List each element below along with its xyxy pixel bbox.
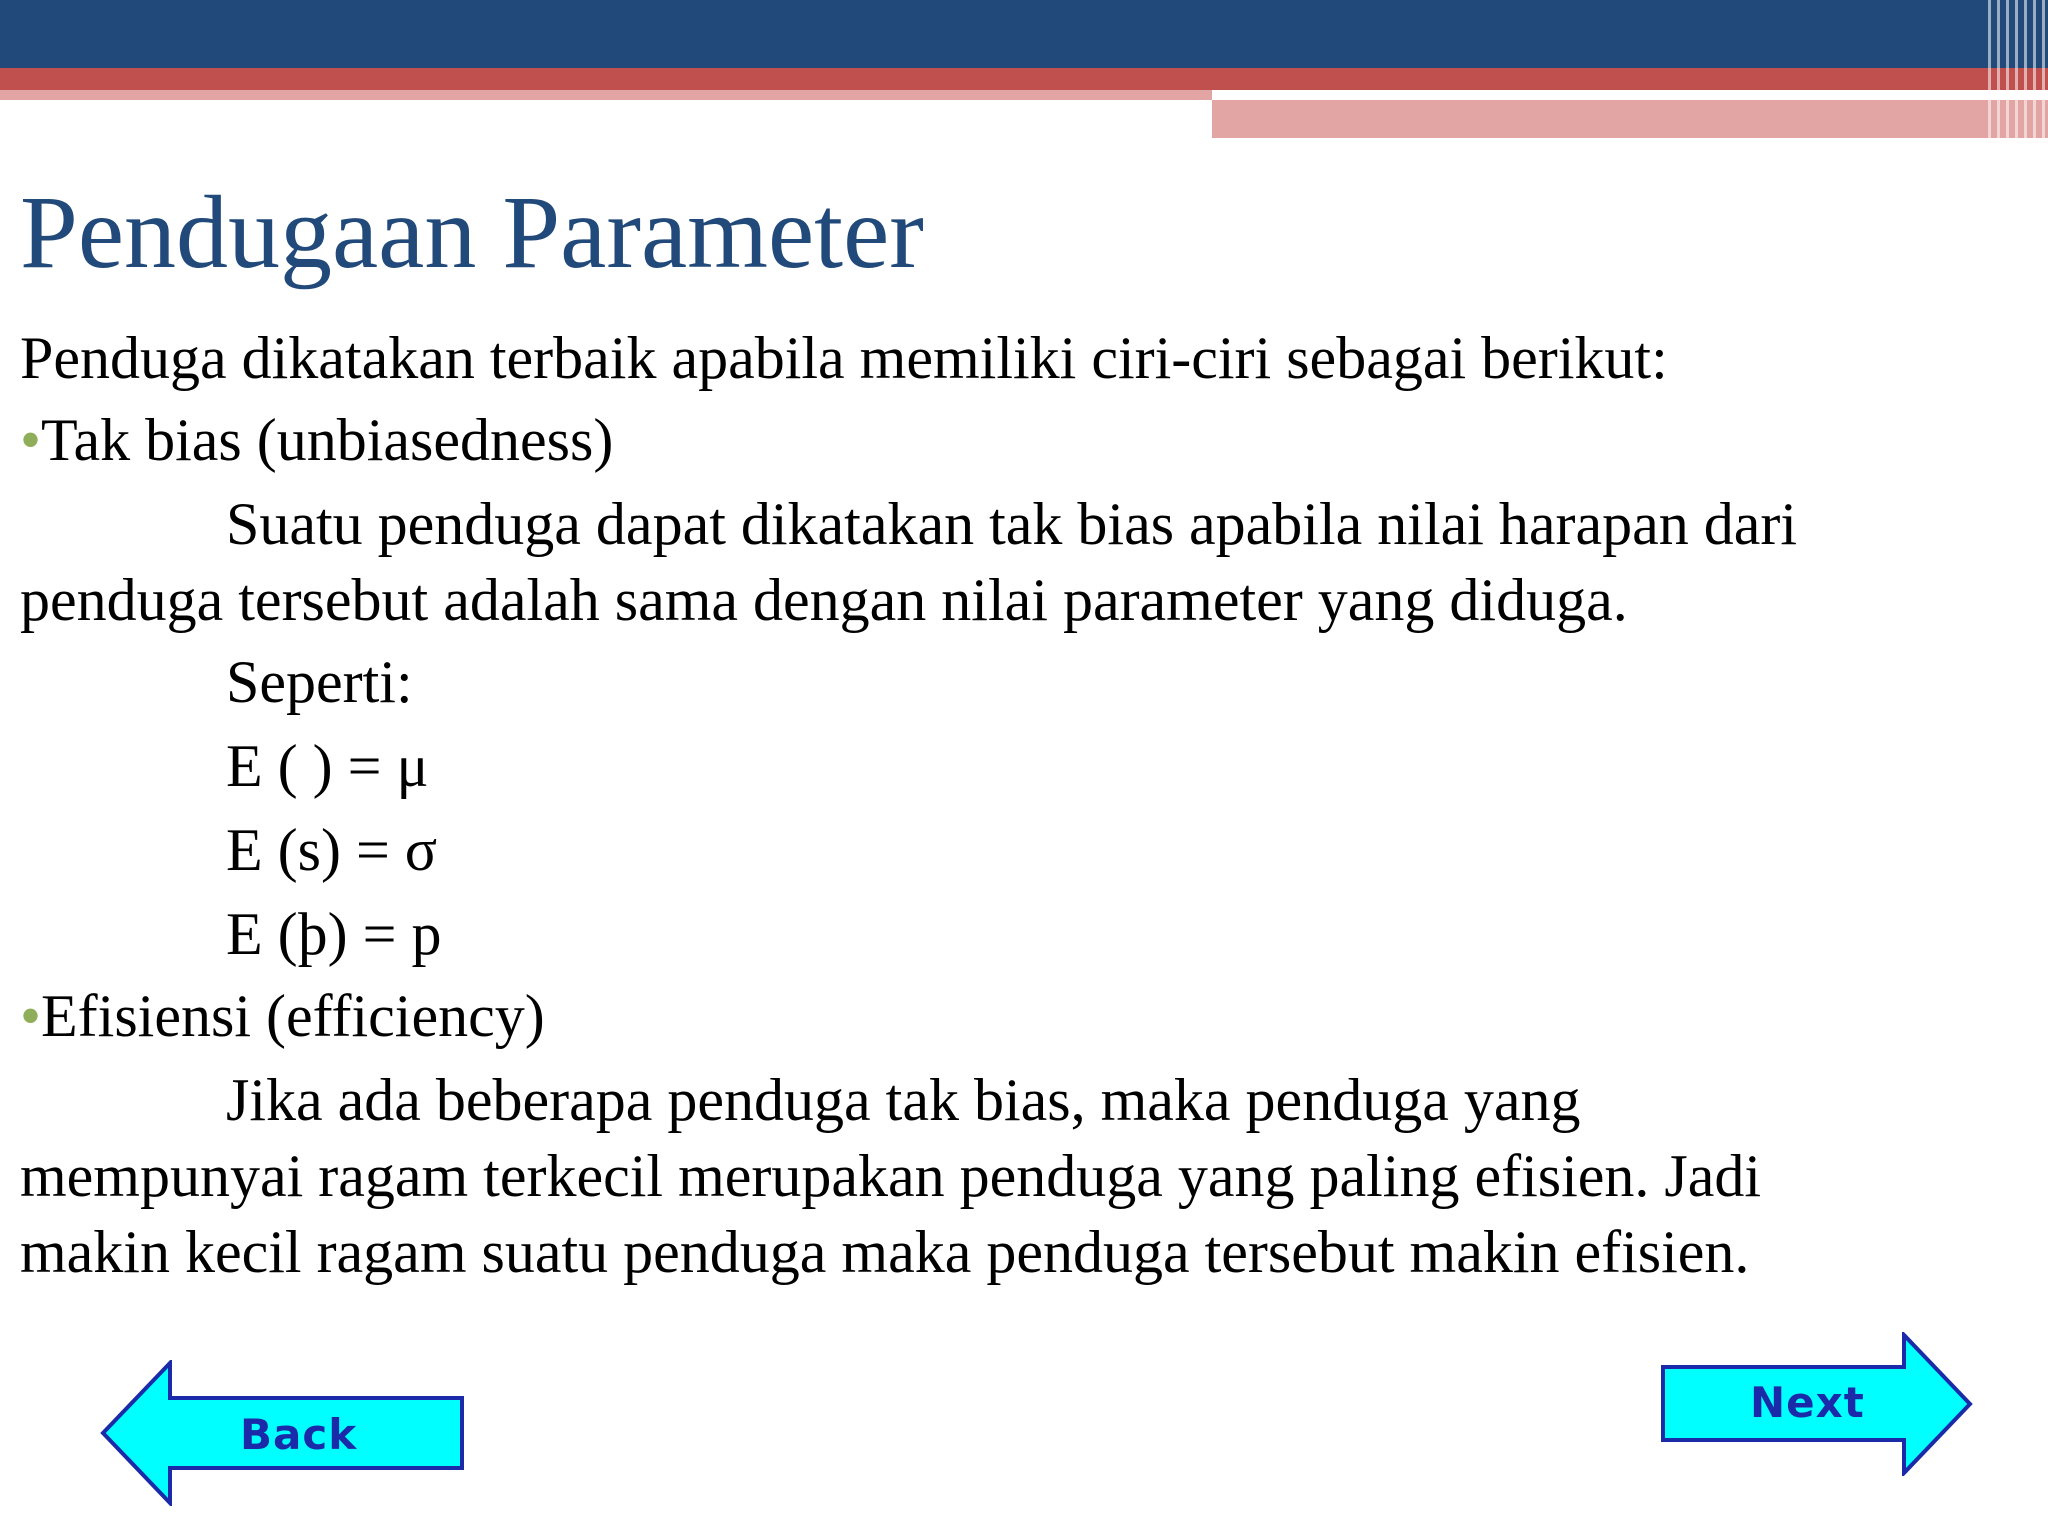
formula-line: E ( ) = μ bbox=[226, 733, 429, 799]
header-stripes bbox=[1988, 0, 2048, 138]
paragraph-line: penduga tersebut adalah sama dengan nilai parameter yang diduga. bbox=[20, 567, 1628, 633]
header-band-blue bbox=[0, 0, 2048, 68]
back-button[interactable] bbox=[100, 1360, 466, 1506]
bullet-marker: • bbox=[20, 407, 42, 473]
header-band-pink-right bbox=[1212, 100, 2048, 138]
formula-line: E (s) = σ bbox=[226, 817, 438, 883]
bullet-heading: Tak bias (unbiasedness) bbox=[41, 407, 614, 473]
next-button[interactable] bbox=[1660, 1332, 1974, 1476]
formula-line: E (þ) = p bbox=[226, 901, 442, 967]
examples-label: Seperti: bbox=[226, 649, 413, 715]
bullet-efficiency bbox=[20, 978, 545, 1054]
paragraph-line: mempunyai ragam terkecil merupakan penduga yang paling efisien. Jadi bbox=[20, 1143, 1762, 1209]
header-band-red bbox=[0, 68, 2048, 90]
next-button-label: Next bbox=[1750, 1378, 1865, 1427]
intro-text: Penduga dikatakan terbaik apabila memiliki ciri-ciri sebagai berikut: bbox=[20, 325, 1668, 391]
back-button-label: Back bbox=[240, 1410, 358, 1459]
header-band-pink-left bbox=[0, 90, 1212, 100]
bullet-marker: • bbox=[20, 983, 42, 1049]
slide-title: Pendugaan Parameter bbox=[20, 175, 924, 290]
paragraph-line: Jika ada beberapa penduga tak bias, maka penduga yang bbox=[226, 1067, 1581, 1133]
bullet-heading: Efisiensi (efficiency) bbox=[41, 983, 545, 1049]
paragraph-line: makin kecil ragam suatu penduga maka penduga tersebut makin efisien. bbox=[20, 1219, 1750, 1285]
paragraph-line: Suatu penduga dapat dikatakan tak bias apabila nilai harapan dari bbox=[226, 491, 1798, 557]
bullet-unbiasedness bbox=[20, 402, 613, 478]
